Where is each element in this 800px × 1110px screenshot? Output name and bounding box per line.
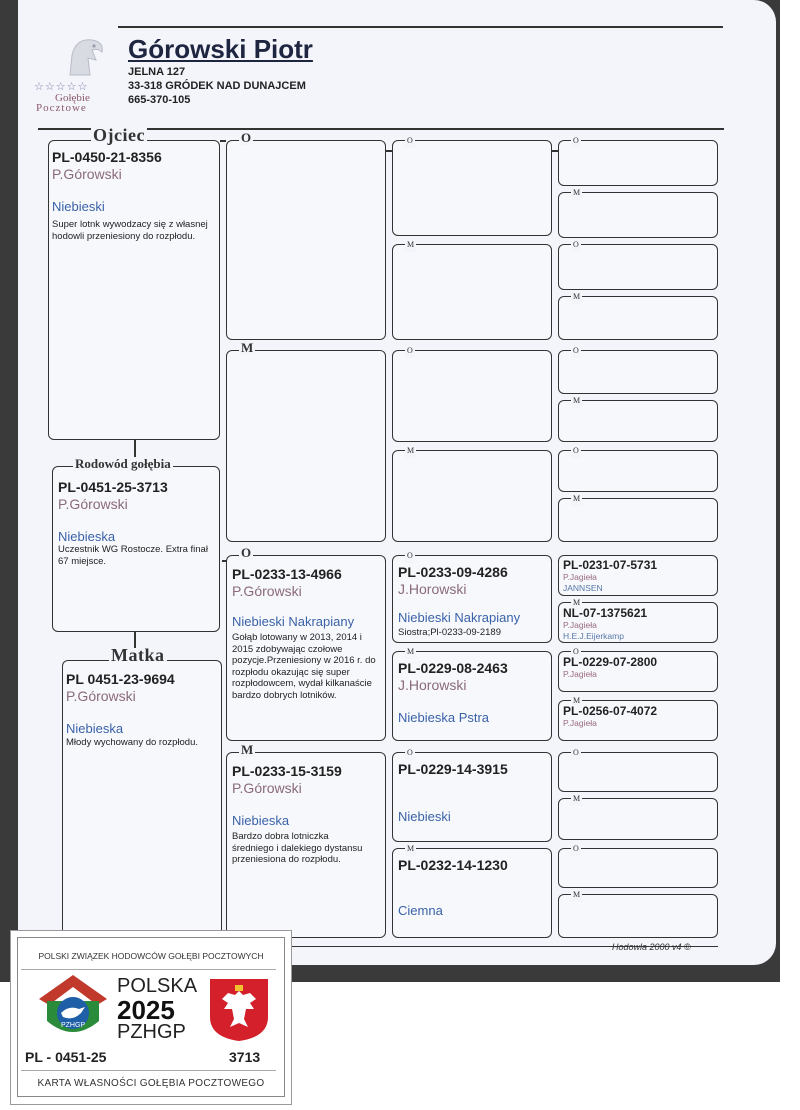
g4-3-box	[558, 240, 718, 290]
card-org: POLSKI ZWIĄZEK HODOWCÓW GOŁĘBI POCZTOWYCH	[38, 951, 264, 961]
mm-father-label: O	[405, 746, 415, 760]
g4-5-box	[558, 346, 718, 394]
mother-description: Młody wychowany do rozpłodu.	[66, 737, 199, 748]
mf-father-breeder: J.Horowski	[398, 581, 467, 597]
g4-15-box	[558, 844, 718, 888]
g3-4-label: M	[405, 444, 416, 458]
card-abbr: PZHGP	[117, 1021, 186, 1043]
g4-10-extra: H.E.J.Eijerkamp	[563, 631, 624, 641]
mm-father-ring: PL-0229-14-3915	[398, 761, 508, 777]
g4-2-box	[558, 188, 718, 238]
connector	[220, 140, 226, 142]
pigeon-ring: PL-0451-25-3713	[58, 479, 168, 495]
g4-9-box	[558, 555, 718, 596]
g4-2-label: M	[571, 186, 582, 200]
g4-16-box	[558, 890, 718, 938]
g4-8-box	[558, 494, 718, 542]
logo-eagle-icon	[50, 30, 112, 80]
pigeon-description: Uczestnik WG Rostocze. Extra finał 67 miejsce.	[58, 544, 208, 567]
card-ring-number: 3713	[229, 1049, 261, 1065]
g4-10-ring: NL-07-1375621	[563, 606, 648, 620]
owner-city: 33-318 GRÓDEK NAD DUNAJCEM	[128, 80, 306, 92]
mother-mother-ring: PL-0233-15-3159	[232, 763, 342, 779]
father-ring: PL-0450-21-8356	[52, 149, 162, 165]
g3-3-label: O	[405, 344, 415, 358]
pigeon-box	[52, 456, 220, 632]
g3-2-box	[392, 240, 552, 340]
mother-mother-breeder: P.Górowski	[232, 780, 302, 796]
g4-4-label: M	[571, 290, 582, 304]
mother-father-color: Niebieski Nakrapiany	[232, 614, 355, 629]
logo-stars: ☆☆☆☆☆	[34, 81, 89, 93]
mother-father-box	[226, 545, 386, 741]
mother-breeder: P.Górowski	[66, 688, 136, 704]
card-country: POLSKA	[117, 975, 198, 997]
g4-16-label: M	[571, 888, 582, 902]
pigeon-label: Rodowód gołębia	[75, 456, 171, 471]
owner-phone: 665-370-105	[128, 94, 191, 106]
mother-color: Niebieska	[66, 721, 124, 736]
g3-1-label: O	[405, 134, 415, 148]
g4-9-breeder: P.Jagieła	[563, 572, 597, 582]
ownership-card	[10, 930, 292, 1105]
logo-text-1: Gołębie	[55, 92, 90, 104]
g4-5-label: O	[571, 344, 581, 358]
mother-father-description: Gołąb lotowany w 2013, 2014 i 2015 zdobywając czołowe pozycje.Przeniesiony w 2016 r. do rozpłodu okazując się super rozpłodowcem, wydał kilkanaście bardzo dobrych lotników.	[232, 632, 376, 701]
pigeon-breeder: P.Górowski	[58, 496, 128, 512]
card-year: 2025	[117, 995, 175, 1025]
g4-10-box	[558, 598, 718, 643]
g4-4-box	[558, 292, 718, 340]
g3-1-box	[392, 136, 552, 236]
g4-11-box	[558, 647, 718, 692]
g4-11-label: O	[571, 645, 581, 659]
g3-3-box	[392, 346, 552, 442]
father-color: Niebieski	[52, 199, 105, 214]
father-breeder: P.Górowski	[52, 166, 122, 182]
mm-mother-label: M	[405, 842, 416, 856]
g4-9-ring: PL-0231-07-5731	[563, 558, 658, 572]
mf-father-label: O	[405, 549, 415, 563]
g4-10-label: M	[571, 596, 582, 610]
g4-6-box	[558, 396, 718, 442]
father-father-box	[226, 130, 386, 340]
card-ring-prefix: PL - 0451-25	[25, 1049, 107, 1065]
father-father-label: O	[241, 130, 252, 145]
footer-version: Hodowla 2000 v4 ©	[612, 942, 691, 952]
card-logo-text: PZHGP	[60, 1022, 86, 1029]
mm-mother-box	[392, 844, 552, 938]
g4-1-label: O	[571, 134, 581, 148]
mf-mother-color: Niebieska Pstra	[398, 710, 490, 725]
mother-box	[62, 645, 222, 950]
mm-father-color: Niebieski	[398, 809, 451, 824]
mother-mother-color: Niebieska	[232, 813, 290, 828]
g4-11-ring: PL-0229-07-2800	[563, 655, 658, 669]
g3-4-box	[392, 446, 552, 542]
g4-15-label: O	[571, 842, 581, 856]
father-label: Ojciec	[93, 125, 145, 145]
g4-12-breeder: P.Jagieła	[563, 718, 597, 728]
mother-ring: PL 0451-23-9694	[66, 671, 175, 687]
father-mother-label: M	[241, 340, 254, 355]
pzhgp-logo-icon	[33, 971, 113, 1043]
g4-14-box	[558, 794, 718, 840]
father-box	[48, 125, 220, 440]
mm-mother-color: Ciemna	[398, 903, 443, 918]
g4-13-label: O	[571, 746, 581, 760]
mother-mother-description: Bardzo dobra lotniczka średniego i dalekiego dystansu przeniesiona do rozpłodu.	[232, 831, 363, 865]
owner-street: JELNA 127	[128, 66, 186, 78]
g4-9-extra: JANNSEN	[563, 583, 603, 593]
father-description: Super lotnk wywodzacy się z własnej hodowli przeniesiony do rozpłodu.	[52, 219, 208, 242]
g3-2-label: M	[405, 238, 416, 252]
pigeon-color: Niebieska	[58, 529, 116, 544]
polish-eagle-emblem-icon	[208, 977, 270, 1043]
mf-mother-breeder: J.Horowski	[398, 677, 467, 693]
g4-11-breeder: P.Jagieła	[563, 669, 597, 679]
mother-label: Matka	[111, 645, 165, 665]
mf-mother-box	[392, 647, 552, 741]
header-rule-top	[118, 26, 723, 28]
mf-father-box	[392, 551, 552, 643]
g4-6-label: M	[571, 394, 582, 408]
mother-father-ring: PL-0233-13-4966	[232, 566, 342, 582]
g4-12-ring: PL-0256-07-4072	[563, 704, 658, 718]
card-caption: KARTA WŁASNOŚCI GOŁĘBIA POCZTOWEGO	[37, 1078, 265, 1089]
mf-father-color: Niebieski Nakrapiany	[398, 610, 521, 625]
g4-7-box	[558, 446, 718, 492]
connector	[552, 150, 558, 152]
mother-father-breeder: P.Górowski	[232, 583, 302, 599]
mother-father-label: O	[241, 545, 252, 560]
mm-mother-ring: PL-0232-14-1230	[398, 857, 508, 873]
g4-1-box	[558, 136, 718, 186]
g4-14-label: M	[571, 792, 582, 806]
mother-mother-box	[226, 742, 386, 938]
mf-father-ring: PL-0233-09-4286	[398, 564, 508, 580]
g4-3-label: O	[571, 238, 581, 252]
mother-mother-label: M	[241, 742, 254, 757]
connector	[222, 560, 226, 562]
g4-7-label: O	[571, 444, 581, 458]
g4-12-box	[558, 696, 718, 741]
g4-13-box	[558, 748, 718, 792]
owner-name: Górowski Piotr	[128, 34, 313, 64]
mm-father-box	[392, 748, 552, 842]
connector	[386, 150, 392, 152]
mf-father-description: Siostra;Pl-0233-09-2189	[398, 627, 501, 638]
mf-mother-label: M	[405, 645, 416, 659]
g4-12-label: M	[571, 694, 582, 708]
mf-mother-ring: PL-0229-08-2463	[398, 660, 508, 676]
g4-8-label: M	[571, 492, 582, 506]
father-mother-box	[226, 340, 386, 542]
g4-10-breeder: P.Jagieła	[563, 620, 597, 630]
card-rule	[21, 969, 276, 970]
logo-text-2: Pocztowe	[36, 102, 87, 114]
card-rule-2	[21, 1070, 276, 1071]
